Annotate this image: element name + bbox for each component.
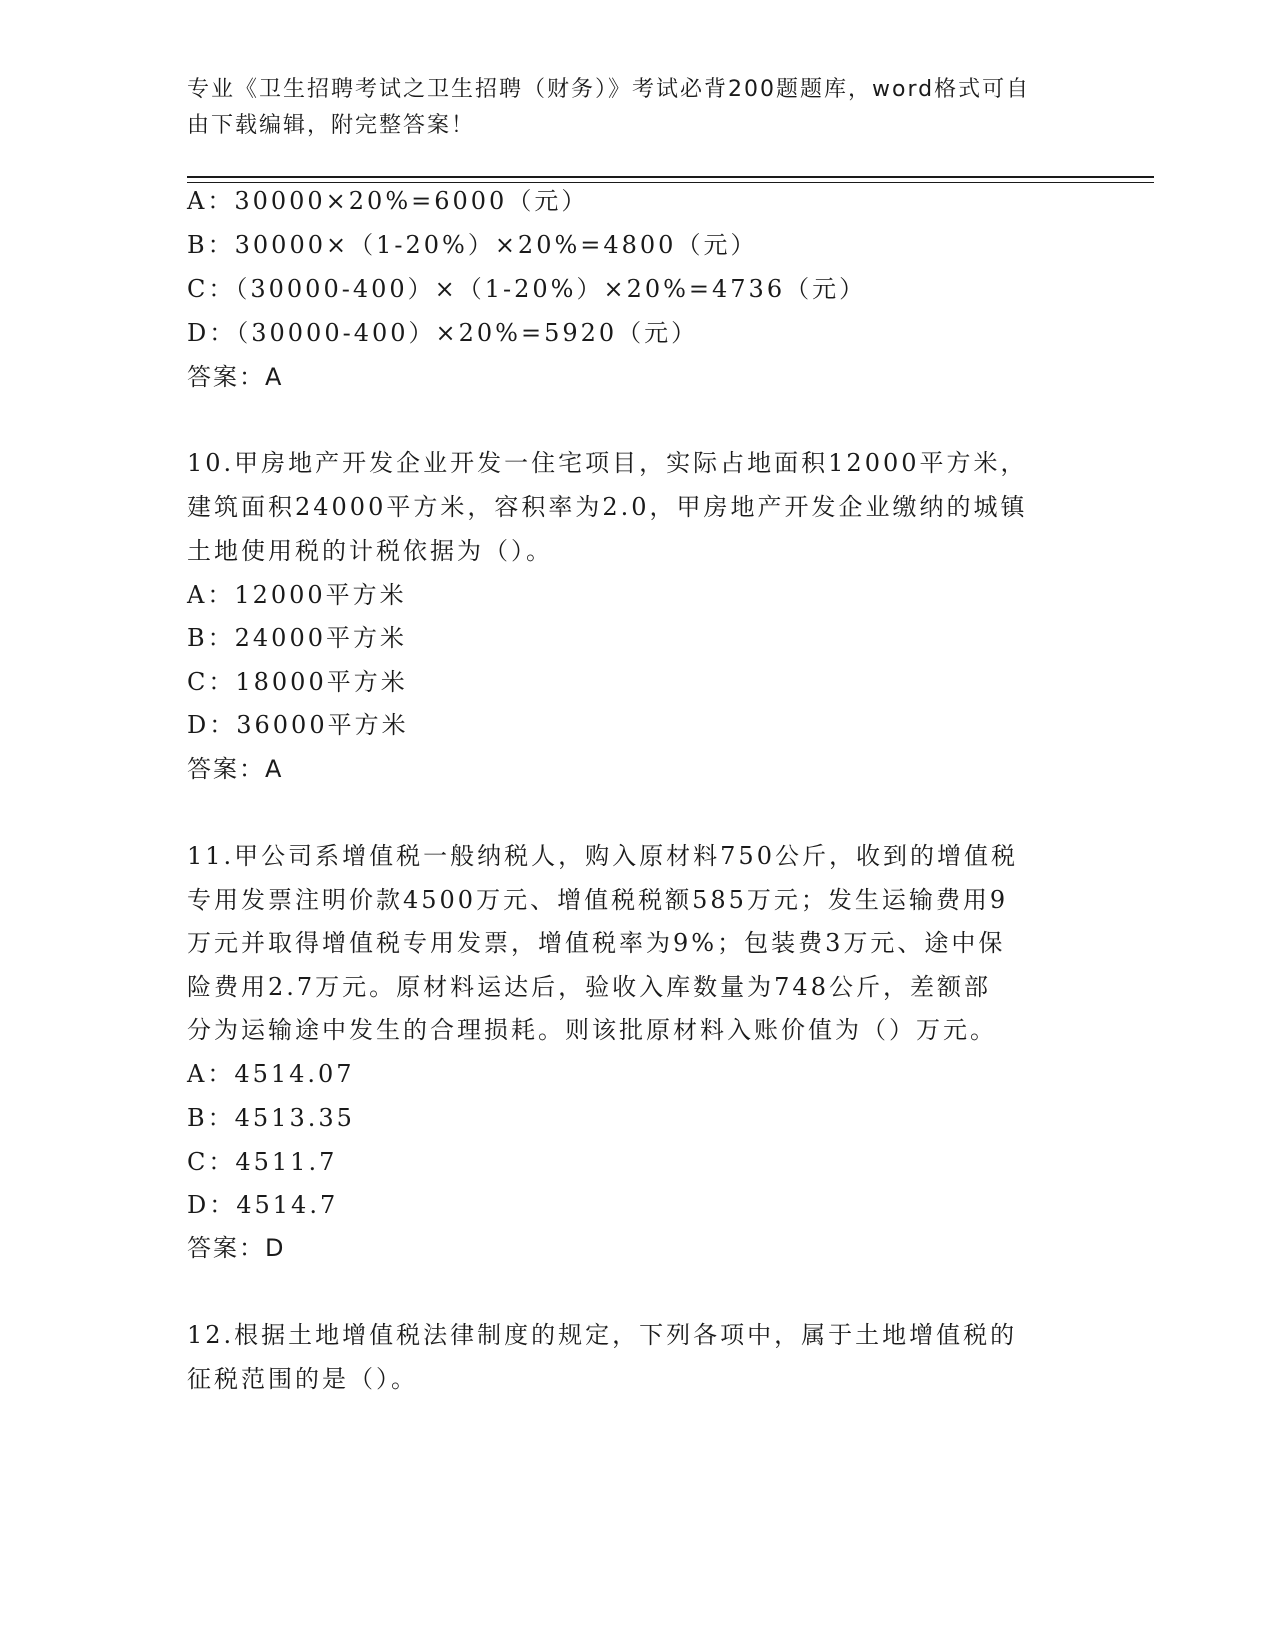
q9-option-b: B：30000×（1-20%）×20%=4800（元） — [187, 231, 758, 259]
header-line-2: 由下载编辑，附完整答案！ — [187, 113, 476, 138]
q10-option-c: C：18000平方米 — [187, 668, 408, 696]
q10-option-d: D：36000平方米 — [187, 711, 409, 739]
q11-option-a: A：4514.07 — [187, 1060, 355, 1088]
q10-stem-line-1: 10.甲房地产开发企业开发一住宅项目，实际占地面积12000平方米， — [187, 449, 1028, 477]
header-divider-thick — [187, 176, 1154, 178]
q9-answer: 答案：A — [187, 363, 284, 391]
q10-stem-line-3: 土地使用税的计税依据为（）。 — [187, 537, 553, 565]
q11-stem-line-4: 险费用2.7万元。原材料运达后，验收入库数量为748公斤，差额部 — [187, 973, 991, 1001]
header-divider-thin — [187, 182, 1154, 183]
q10-option-b: B：24000平方米 — [187, 624, 407, 652]
q11-option-c: C：4511.7 — [187, 1148, 338, 1176]
q12-stem-line-2: 征税范围的是（）。 — [187, 1365, 418, 1393]
q9-option-a: A：30000×20%=6000（元） — [187, 187, 589, 215]
q11-option-d: D：4514.7 — [187, 1191, 339, 1219]
q11-stem-line-2: 专用发票注明价款4500万元、增值税税额585万元；发生运输费用9 — [187, 886, 1009, 914]
q10-stem-line-2: 建筑面积24000平方米，容积率为2.0，甲房地产开发企业缴纳的城镇 — [187, 493, 1028, 521]
q10-option-a: A：12000平方米 — [187, 581, 407, 609]
q9-option-c: C：（30000-400）×（1-20%）×20%=4736（元） — [187, 275, 867, 303]
q11-stem-line-1: 11.甲公司系增值税一般纳税人，购入原材料750公斤，收到的增值税 — [187, 842, 1018, 870]
q12-stem-line-1: 12.根据土地增值税法律制度的规定，下列各项中，属于土地增值税的 — [187, 1321, 1018, 1349]
q11-stem-line-5: 分为运输途中发生的合理损耗。则该批原材料入账价值为（）万元。 — [187, 1016, 997, 1044]
q10-answer: 答案：A — [187, 755, 284, 783]
q9-option-d: D：（30000-400）×20%=5920（元） — [187, 319, 699, 347]
header-line-1: 专业《卫生招聘考试之卫生招聘（财务）》考试必背200题题库，word格式可自 — [187, 77, 1031, 102]
document-header — [187, 72, 1067, 144]
q11-option-b: B：4513.35 — [187, 1104, 355, 1132]
q11-answer: 答案：D — [187, 1234, 286, 1262]
q11-stem-line-3: 万元并取得增值税专用发票，增值税率为9%；包装费3万元、途中保 — [187, 929, 1006, 957]
